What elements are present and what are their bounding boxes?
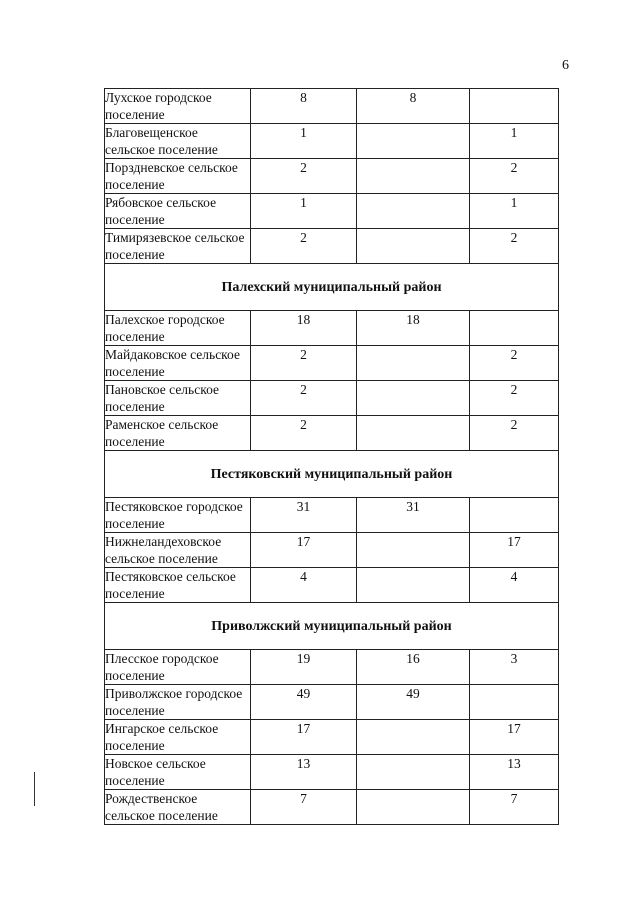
settlement-name: Пестяковское сельское поселение (105, 568, 251, 603)
settlement-name: Рябовское сельское поселение (105, 194, 251, 229)
urban-value (357, 229, 470, 264)
district-header-row (105, 264, 559, 311)
rural-value: 1 (470, 124, 559, 159)
table-row (105, 416, 559, 451)
table-row (105, 381, 559, 416)
total-value: 2 (251, 346, 357, 381)
district-title: Приволжский муниципальный район (105, 603, 559, 650)
urban-value: 8 (357, 89, 470, 124)
urban-value (357, 568, 470, 603)
table-row (105, 568, 559, 603)
table-row (105, 720, 559, 755)
total-value: 4 (251, 568, 357, 603)
settlement-name: Тимирязевское сельское поселение (105, 229, 251, 264)
table-row (105, 346, 559, 381)
total-value: 18 (251, 311, 357, 346)
total-value: 8 (251, 89, 357, 124)
settlement-name: Рождественское сельское поселение (105, 790, 251, 825)
settlement-name: Раменское сельское поселение (105, 416, 251, 451)
rural-value: 1 (470, 194, 559, 229)
page-number: 6 (562, 58, 569, 73)
rural-value: 2 (470, 381, 559, 416)
urban-value: 18 (357, 311, 470, 346)
total-value: 7 (251, 790, 357, 825)
urban-value (357, 533, 470, 568)
urban-value (357, 159, 470, 194)
total-value: 1 (251, 194, 357, 229)
rural-value: 2 (470, 346, 559, 381)
urban-value: 16 (357, 650, 470, 685)
settlement-name: Пановское сельское поселение (105, 381, 251, 416)
urban-value (357, 194, 470, 229)
total-value: 1 (251, 124, 357, 159)
total-value: 17 (251, 720, 357, 755)
urban-value (357, 346, 470, 381)
settlement-name: Приволжское городское поселение (105, 685, 251, 720)
table-row (105, 124, 559, 159)
settlement-name: Порздневское сельское поселение (105, 159, 251, 194)
settlements-table (104, 88, 559, 825)
district-header-row (105, 603, 559, 650)
table-row (105, 159, 559, 194)
rural-value (470, 685, 559, 720)
total-value: 2 (251, 229, 357, 264)
district-title: Пестяковский муниципальный район (105, 451, 559, 498)
settlement-name: Нижнеландеховское сельское поселение (105, 533, 251, 568)
table-row (105, 498, 559, 533)
rural-value: 4 (470, 568, 559, 603)
table-row (105, 685, 559, 720)
total-value: 2 (251, 159, 357, 194)
rural-value (470, 311, 559, 346)
urban-value (357, 720, 470, 755)
total-value: 17 (251, 533, 357, 568)
urban-value: 31 (357, 498, 470, 533)
table-row (105, 311, 559, 346)
total-value: 31 (251, 498, 357, 533)
table-row (105, 194, 559, 229)
table-row (105, 533, 559, 568)
district-header-row (105, 451, 559, 498)
urban-value (357, 381, 470, 416)
total-value: 2 (251, 381, 357, 416)
margin-mark (34, 772, 35, 806)
urban-value (357, 416, 470, 451)
total-value: 2 (251, 416, 357, 451)
settlement-name: Лухское городское поселение (105, 89, 251, 124)
table-row (105, 89, 559, 124)
table-row (105, 755, 559, 790)
settlement-name: Благовещенское сельское поселение (105, 124, 251, 159)
urban-value (357, 124, 470, 159)
rural-value: 2 (470, 416, 559, 451)
settlement-name: Новское сельское поселение (105, 755, 251, 790)
rural-value: 17 (470, 720, 559, 755)
rural-value: 2 (470, 229, 559, 264)
urban-value: 49 (357, 685, 470, 720)
settlement-name: Ингарское сельское поселение (105, 720, 251, 755)
total-value: 19 (251, 650, 357, 685)
rural-value: 17 (470, 533, 559, 568)
rural-value (470, 89, 559, 124)
total-value: 13 (251, 755, 357, 790)
table-body (105, 89, 559, 825)
rural-value: 3 (470, 650, 559, 685)
settlement-name: Палехское городское поселение (105, 311, 251, 346)
rural-value (470, 498, 559, 533)
rural-value: 13 (470, 755, 559, 790)
settlement-name: Майдаковское сельское поселение (105, 346, 251, 381)
settlement-name: Плесское городское поселение (105, 650, 251, 685)
total-value: 49 (251, 685, 357, 720)
rural-value: 7 (470, 790, 559, 825)
urban-value (357, 755, 470, 790)
table-row (105, 650, 559, 685)
rural-value: 2 (470, 159, 559, 194)
urban-value (357, 790, 470, 825)
settlement-name: Пестяковское городское поселение (105, 498, 251, 533)
table-row (105, 790, 559, 825)
table-row (105, 229, 559, 264)
district-title: Палехский муниципальный район (105, 264, 559, 311)
